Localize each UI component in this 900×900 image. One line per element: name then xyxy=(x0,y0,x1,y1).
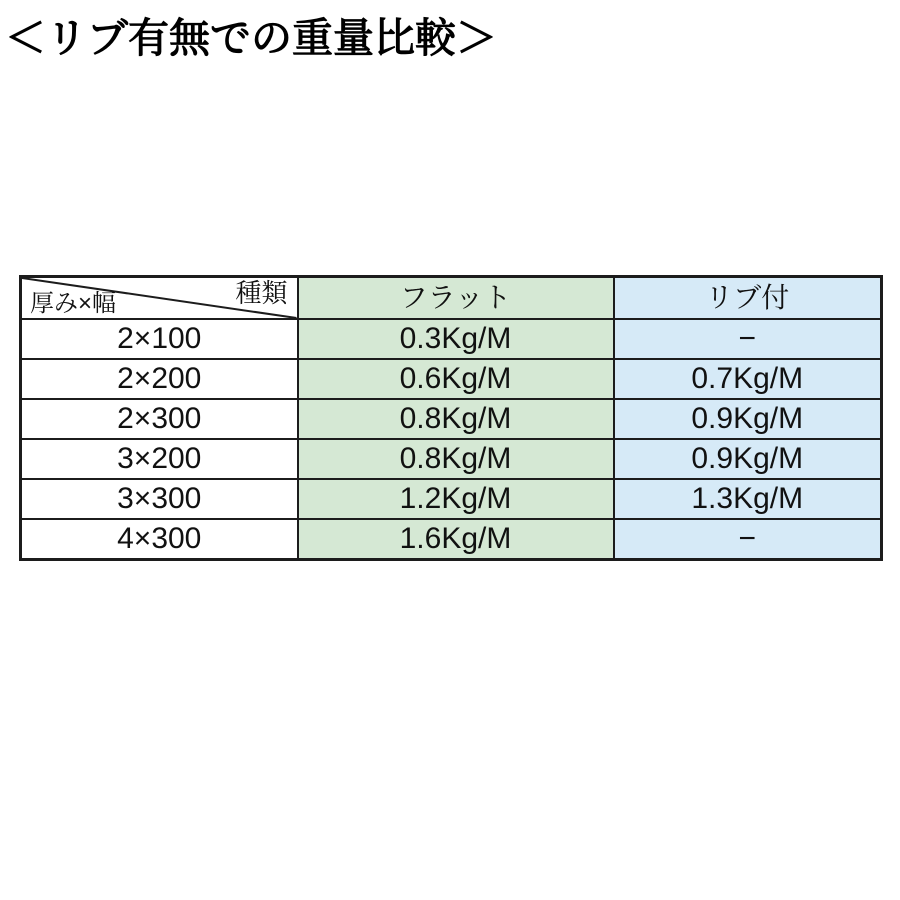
size-cell: 4×300 xyxy=(21,519,298,560)
corner-header-cell xyxy=(21,277,298,320)
size-cell: 2×300 xyxy=(21,399,298,439)
ribbed-value-cell: − xyxy=(614,519,882,560)
corner-label-type: 種類 xyxy=(235,278,288,308)
size-cell: 3×200 xyxy=(21,439,298,479)
weight-table xyxy=(19,275,883,561)
size-cell: 2×200 xyxy=(21,359,298,399)
flat-value-cell: 0.8Kg/M xyxy=(298,399,614,439)
ribbed-value-cell: − xyxy=(614,319,882,359)
table-row xyxy=(21,359,882,399)
column-header-flat: フラット xyxy=(298,277,614,320)
table-row xyxy=(21,399,882,439)
size-cell: 3×300 xyxy=(21,479,298,519)
corner-label-size: 厚み×幅 xyxy=(30,290,117,317)
column-header-ribbed: リブ付 xyxy=(614,277,882,320)
size-cell: 2×100 xyxy=(21,319,298,359)
flat-value-cell: 0.8Kg/M xyxy=(298,439,614,479)
table-row xyxy=(21,439,882,479)
flat-value-cell: 0.3Kg/M xyxy=(298,319,614,359)
ribbed-value-cell: 0.9Kg/M xyxy=(614,399,882,439)
table-row xyxy=(21,319,882,359)
weight-comparison-table xyxy=(19,275,883,561)
table-row xyxy=(21,479,882,519)
table-row xyxy=(21,519,882,560)
page-title: ＜リブ有無での重量比較＞ xyxy=(5,15,497,61)
ribbed-value-cell: 0.9Kg/M xyxy=(614,439,882,479)
flat-value-cell: 1.6Kg/M xyxy=(298,519,614,560)
ribbed-value-cell: 1.3Kg/M xyxy=(614,479,882,519)
flat-value-cell: 1.2Kg/M xyxy=(298,479,614,519)
ribbed-value-cell: 0.7Kg/M xyxy=(614,359,882,399)
flat-value-cell: 0.6Kg/M xyxy=(298,359,614,399)
table-header-row xyxy=(21,277,882,320)
